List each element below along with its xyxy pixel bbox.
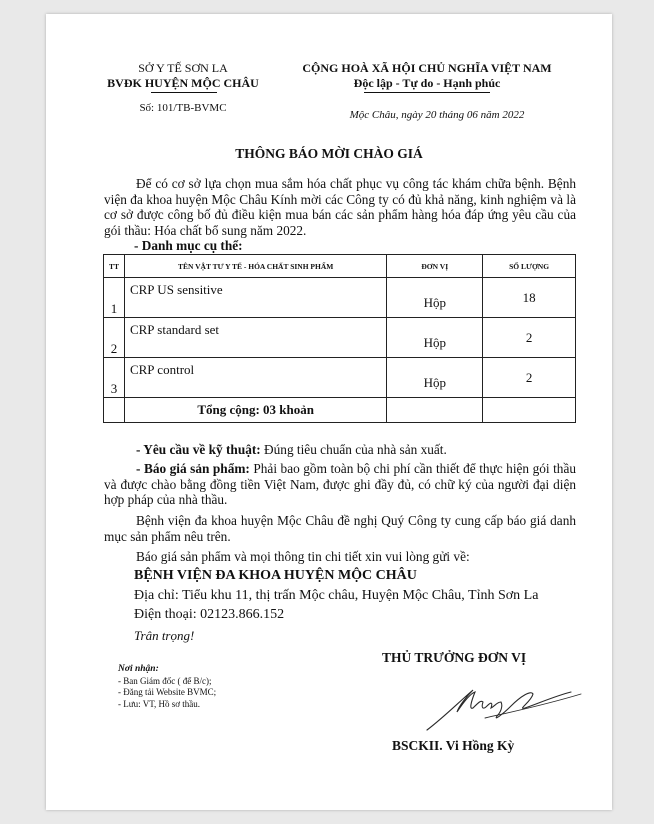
recipient-item: - Ban Giám đốc ( để B/c); <box>118 675 212 686</box>
national-title: CỘNG HOÀ XÃ HỘI CHỦ NGHĨA VIỆT NAM <box>302 61 552 75</box>
row-unit: Hộp <box>387 318 483 358</box>
row-item-name: CRP standard set <box>124 318 386 358</box>
row-unit: Hộp <box>387 358 483 398</box>
recipients-heading: Nơi nhận: <box>118 664 159 674</box>
header-quantity: SỐ LƯỢNG <box>483 255 576 278</box>
signer-name: BSCKII. Vi Hồng Kỳ <box>392 738 515 753</box>
items-table <box>103 254 576 423</box>
tech-requirement <box>104 442 576 458</box>
header-unit: ĐƠN VỊ <box>387 255 483 278</box>
hospital-name: BỆNH VIỆN ĐA KHOA HUYỆN MỘC CHÂU <box>134 568 417 583</box>
date-place: Mộc Châu, ngày 20 tháng 06 năm 2022 <box>349 109 525 121</box>
row-tt: 1 <box>104 278 125 318</box>
quote-requirement-label: - Báo giá sản phẩm: <box>136 461 250 476</box>
recipients-block <box>118 664 318 710</box>
document-number: Số: 101/TB-BVMC <box>139 102 227 114</box>
row-tt: 3 <box>104 358 125 398</box>
total-label: Tổng cộng: 03 khoản <box>124 398 386 423</box>
table-row <box>104 278 576 318</box>
document-page <box>46 14 612 810</box>
recipient-item: - Đăng tải Website BVMC; <box>118 687 217 697</box>
tech-requirement-label: - Yêu cầu về kỹ thuật: <box>136 442 261 457</box>
row-item-name: CRP control <box>124 358 386 398</box>
row-item-name: CRP US sensitive <box>124 278 386 318</box>
table-row <box>104 318 576 358</box>
document-title: THÔNG BÁO MỜI CHÀO GIÁ <box>235 146 423 161</box>
request-paragraph: Bệnh viện đa khoa huyện Mộc Châu đề nghị Quý Công ty cung cấp báo giá danh mục sản phẩm nêu trên. <box>104 513 576 544</box>
left-header-rule <box>151 92 217 93</box>
quote-requirement <box>104 461 576 508</box>
send-to-line: Báo giá sản phẩm và mọi thông tin chi tiết xin vui lòng gửi về: <box>136 549 470 564</box>
right-header-rule <box>364 92 490 93</box>
table-header-row <box>104 255 576 278</box>
signature-title: THỦ TRƯỞNG ĐƠN VỊ <box>382 650 527 665</box>
phone: Điện thoại: 02123.866.152 <box>134 607 285 622</box>
list-heading: - Danh mục cụ thể: <box>134 238 243 253</box>
closing-text: Trân trọng! <box>134 628 195 643</box>
department-name: SỞ Y TẾ SƠN LA <box>138 61 228 75</box>
table-total-row <box>104 398 576 423</box>
handwritten-signature <box>421 672 591 736</box>
national-motto: Độc lập - Tự do - Hạnh phúc <box>353 76 501 90</box>
hospital-short-name: BVĐK HUYỆN MỘC CHÂU <box>107 76 259 90</box>
recipient-item: - Lưu: VT, Hồ sơ thầu. <box>118 698 201 709</box>
address: Địa chỉ: Tiểu khu 11, thị trấn Mộc châu, Huyện Mộc Châu, Tỉnh Sơn La <box>134 588 539 603</box>
table-row <box>104 358 576 398</box>
tech-requirement-text: Đúng tiêu chuẩn của nhà sản xuất. <box>260 442 447 457</box>
quote-requirement-text: Phải bao gồm toàn bộ chi phí cần thiết để thực hiện gói thầu và được chào bằng đồng tiền Việt Nam, được ghi đầy đủ, có chữ ký của người đại diện hợp pháp của nhà thầu. <box>104 461 576 507</box>
row-tt: 2 <box>104 318 125 358</box>
row-unit: Hộp <box>387 278 483 318</box>
header-tt: TT <box>104 255 125 278</box>
row-quantity: 18 <box>483 278 576 318</box>
row-quantity: 2 <box>483 358 576 398</box>
row-quantity: 2 <box>483 318 576 358</box>
header-item-name: TÊN VẬT TƯ Y TẾ - HÓA CHẤT SINH PHẨM <box>124 255 386 278</box>
intro-paragraph: Để có cơ sở lựa chọn mua sắm hóa chất phục vụ công tác khám chữa bệnh. Bệnh viện đa khoa huyện Mộc Châu Kính mời các Công ty có đủ khả năng, kinh nghiệm và là cơ sở được công bố đủ điều kiện mua bán các sản phẩm hàng hóa đáp ứng yêu cầu của gói thầu: Hóa chất bổ sung năm 2022. <box>104 176 576 238</box>
